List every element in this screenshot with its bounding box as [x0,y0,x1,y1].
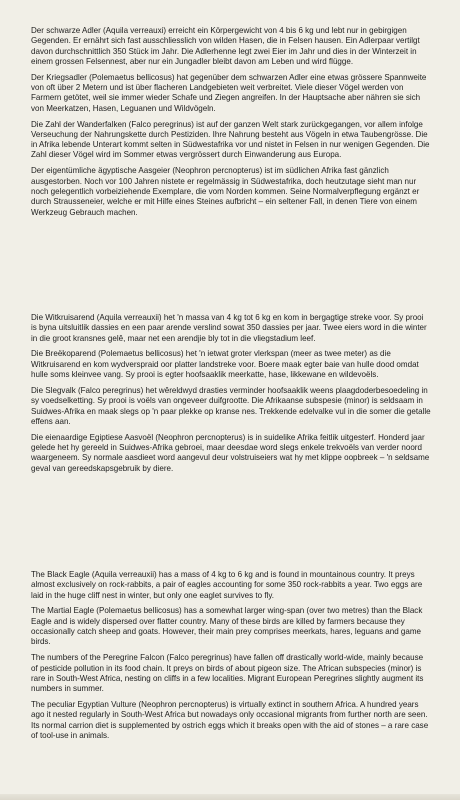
afrikaans-section [31,313,431,480]
paragraph-martial-eagle-en: The Martial Eagle (Polemaetus bellicosus) has a somewhat larger wing-span (over two metres) than the Black Eagle and is widely dispersed over flatter country. Many of these birds are killed by farmers because they occasionally catch sheep and goats. However, their main prey comprises meerkats, hares, leguans and game birds. [31,606,423,647]
page-bottom-edge [0,794,460,800]
paragraph-martial-eagle-af: Die Breëkoparend (Polemaetus bellicosus) het 'n ietwat groter vlerkspan (meer as twee meter) as die Witkruisarend en kom wydverspraid oor platter landstreke voor. Boere maak egter baie van hulle dood omdat hulle soms kleinvee vang. Sy prooi is egter hoofsaaklik meerkatte, hase, likkewane en wildevoëls. [31,349,419,380]
paragraph-martial-eagle-de: Der Kriegsadler (Polemaetus bellicosus) hat gegenüber dem schwarzen Adler eine etwas grössere Spannweite von oft über 2 Metern und ist über flacheren Landgebieten weit verbreitet. Viele dieser Vögel werden von Farmern getötet, weil sie immer wieder Schafe und Ziegen angreifen. In der Hauptsache aber nähren sie sich von Meerkatzen, Hasen, Leguanen und Wildvögeln. [31,72,427,113]
paragraph-egyptian-vulture-af: Die eienaardige Egiptiese Aasvoël (Neophron percnopterus) is in suidelike Afrika feitlik uitgesterf. Honderd jaar gelede het hy gereeld in Suidwes-Afrika gebroei, maar deesdae word slegs enkele trekvoëls van verder noord waargeneem. Sy normale aasdieet word aangevul deur volstruiseiers wat hy met klippe oopbreek – 'n seldsame geval van gereedskapsgebruik by diere. [31,432,430,473]
english-section [31,570,431,747]
paragraph-peregrine-falcon-en: The numbers of the Peregrine Falcon (Falco peregrinus) have fallen off drastically world-wide, mainly because of pesticide pollution in its food chain. It preys on birds of about pigeon size. The African subspecies (minor) is rare in South-West Africa, nesting on cliffs in a few localities. Migrant European Peregrines slightly augment its numbers in summer. [31,653,424,694]
paragraph-black-eagle-af: Die Witkruisarend (Aquila verreauxii) het 'n massa van 4 kg tot 6 kg en kom in bergagtige streke voor. Sy prooi is byna uitsluitlik dassies en een paar arende verslind sowat 350 dassies per jaar. Twee eiers word in die winter in die groot kransnes gelê, maar net een arendjie bly tot in die vliegstadium leef. [31,313,427,343]
paragraph-black-eagle-en: The Black Eagle (Aquila verreauxii) has a mass of 4 kg to 6 kg and is found in mountainous country. It preys almost exclusively on rock-rabbits, a pair of eagles accounting for some 350 rock-rabbits a year. Two eggs are laid in the huge cliff nest in winter, but only one eaglet survives to fly. [31,570,423,600]
paragraph-black-eagle-de: Der schwarze Adler (Aquila verreauxi) erreicht ein Körpergewicht von 4 bis 6 kg und lebt nur in gebirgigen Gegenden. Er ernährt sich fast ausschliesslich von wilden Hasen, die in Felsen hausen. Ein Adlerpaar vertilgt davon durchschnittlich 350 Stück im Jahr. Die Adlerhenne legt zwei Eier im Jahr und dies in der Winterzeit in einem grossen Felsennest, aber nur ein Jungadler bleibt davon am Leben und wird flügge. [31,26,420,66]
paragraph-peregrine-falcon-af: Die Slegvalk (Falco peregrinus) het wêreldwyd drasties verminder hoofsaaklik weens plaagdoderbesoedeling in sy voedselketting. Sy prooi is voëls van ongeveer duifgrootte. Die Afrikaanse subspesie (minor) is seldsaam in Suidwes-Afrika en maak slegs op 'n paar plekke op kranse nes. Trekkende edelvalke vul in die somer die getalle effens aan. [31,385,431,426]
paragraph-egyptian-vulture-de: Der eigentümliche ägyptische Aasgeier (Neophron percnopterus) ist im südlichen Afrika fast gänzlich ausgestorben. Noch vor 100 Jahren nistete er regelmässig in Südwestafrika, doch heutzutage sieht man nur noch gelegentlich vorbeiziehende Exemplare, die vom Norden kommen. Seine Normalverpflegung ergänzt er durch Strausseneier, welche er mit Hilfe eines Steines aufbricht – ein seltener Fall, in denen Tiere von einem Werkzeug Gebrauch machen. [31,166,420,217]
german-section [31,26,431,223]
paragraph-peregrine-falcon-de: Die Zahl der Wanderfalken (Falco peregrinus) ist auf der ganzen Welt stark zurückgegangen, vor allem infolge Verseuchung der Nahrungskette durch Pestiziden. Ihre Nahrung besteht aus Vögeln in etwa Taubengrösse. Die in Afrika lebende Unterart kommt selten in Südwestafrika vor und nistet in Felsen in nur wenigen Gegenden. Die Zahl dieser Vögel wird im Sommer etwas vergrössert durch Einwanderung aus Europa. [31,119,430,160]
paragraph-egyptian-vulture-en: The peculiar Egyptian Vulture (Neophron percnopterus) is virtually extinct in southern Africa. A hundred years ago it nested regularly in South-West Africa but nowadays only occasional migrants from further north are seen. Its normal carrion diet is supplemented by ostrich eggs which it breaks open with the aid of stones – a rare case of tool-use in animals. [31,700,429,740]
